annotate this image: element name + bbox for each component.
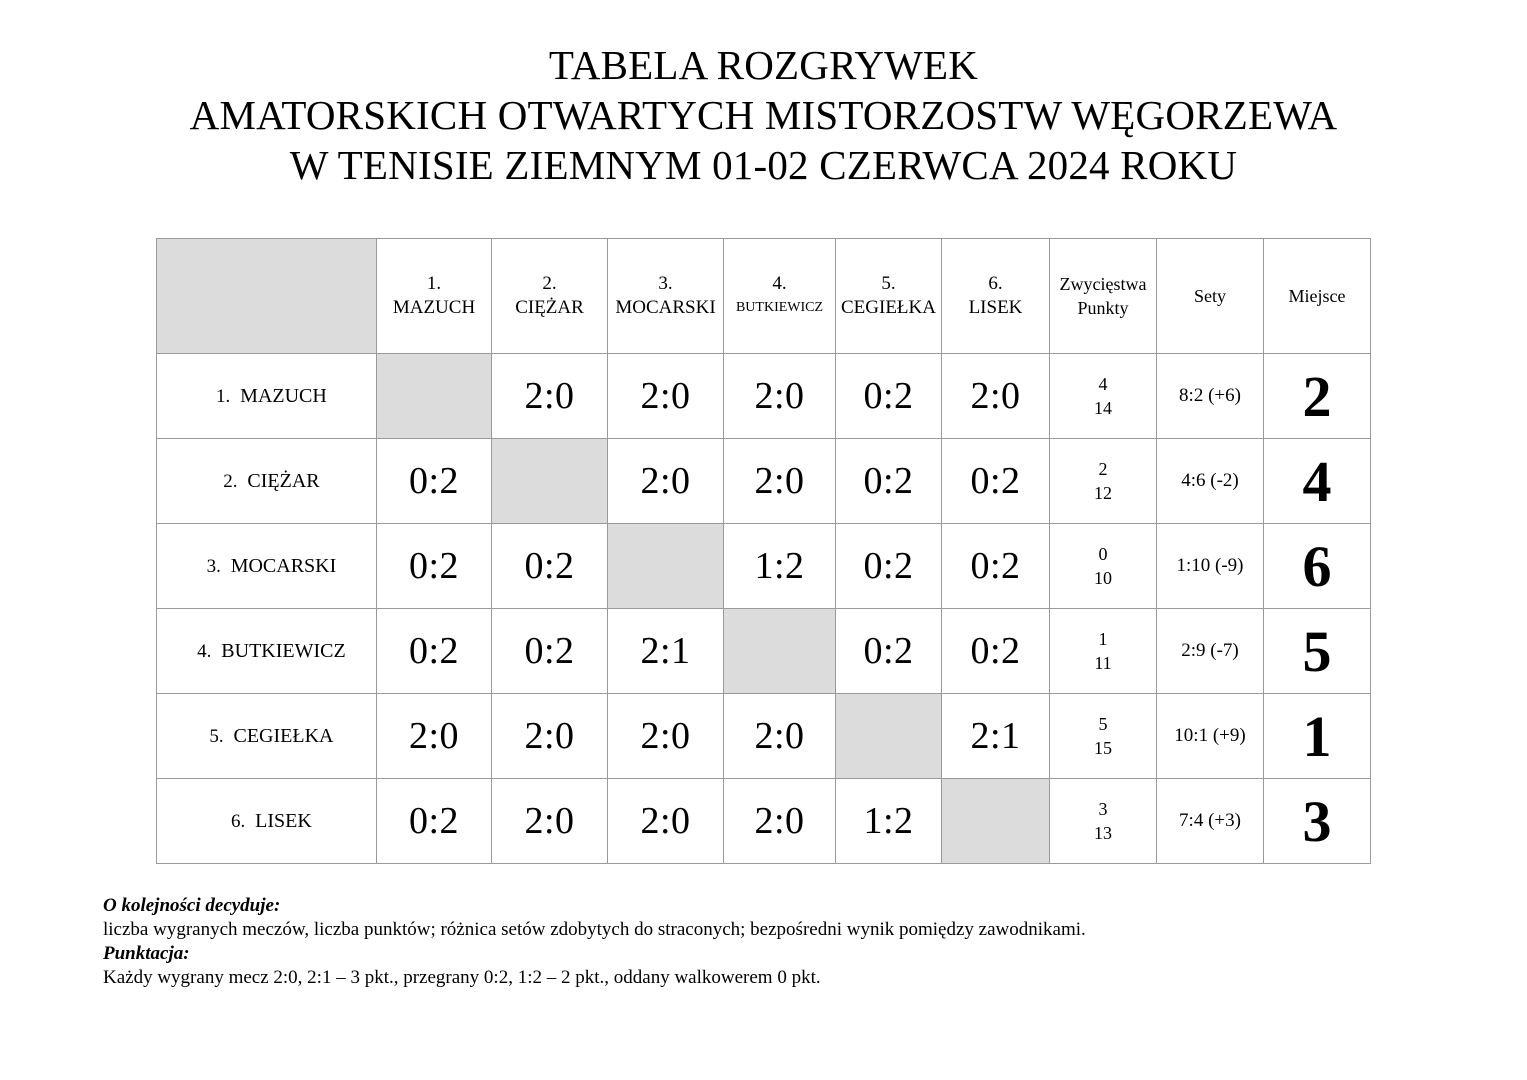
column-header-1 [377,239,492,354]
wins-points-cell [1050,609,1157,694]
place-header: Miejsce [1264,239,1371,354]
score-cell: 0:2 [942,439,1050,524]
table-row [157,524,1371,609]
score-cell: 2:0 [608,779,724,864]
wins-points-cell [1050,524,1157,609]
score-cell: 2:1 [942,694,1050,779]
player-name: CIĘŻAR [247,469,320,492]
points-value: 14 [1094,398,1112,418]
player-name-cell [157,439,377,524]
score-cell: 0:2 [942,609,1050,694]
wins-points-cell [1050,439,1157,524]
player-number: 2. [223,470,238,492]
place-cell: 1 [1264,694,1371,779]
place-cell: 6 [1264,524,1371,609]
sets-cell: 8:2 (+6) [1157,354,1264,439]
column-header-num: 1. [426,273,442,294]
player-name-cell [157,694,377,779]
points-value: 12 [1094,483,1112,503]
diagonal-cell [836,694,942,779]
score-cell: 0:2 [377,779,492,864]
player-name-cell [157,779,377,864]
place-cell: 2 [1264,354,1371,439]
score-cell: 2:1 [608,609,724,694]
column-header-name: LISEK [968,297,1023,318]
score-cell: 1:2 [724,524,836,609]
table-row [157,354,1371,439]
title-line-2: AMATORSKICH OTWARTYCH MISTORZOSTW WĘGORZEWA [189,92,1338,138]
wins-value: 4 [1098,374,1108,394]
score-cell: 1:2 [836,779,942,864]
order-heading: O kolejności decyduje: [103,895,281,916]
table-row [157,439,1371,524]
column-header-name: MOCARSKI [615,297,716,318]
wins-value: 1 [1098,629,1108,649]
points-value: 15 [1094,738,1112,758]
column-header-num: 4. [772,273,787,294]
order-text: liczba wygranych meczów, liczba punktów; różnica setów zdobytych do straconych; bezpośredni wynik pomiędzy zawodnikami. [103,919,1086,940]
score-cell: 0:2 [836,524,942,609]
score-cell: 0:2 [377,609,492,694]
score-cell: 2:0 [942,354,1050,439]
column-header-num: 3. [658,273,673,294]
diagonal-cell [724,609,836,694]
column-header-5 [836,239,942,354]
column-header-name: BUTKIEWICZ [735,300,824,315]
diagonal-cell [492,439,608,524]
wins-value: 2 [1098,459,1108,479]
column-header-name: MAZUCH [392,297,476,318]
corner-cell [157,239,377,354]
score-cell: 2:0 [492,354,608,439]
player-number: 5. [209,725,224,747]
page-title [0,40,1527,190]
sets-cell: 10:1 (+9) [1157,694,1264,779]
player-number: 4. [197,640,212,662]
points-value: 11 [1094,653,1112,673]
score-cell: 0:2 [836,609,942,694]
place-cell: 3 [1264,779,1371,864]
score-cell: 2:0 [724,439,836,524]
wins-value: 3 [1098,799,1108,819]
wins-header: Zwycięstwa [1059,274,1147,294]
wins-points-cell [1050,779,1157,864]
wins-points-header [1050,239,1157,354]
place-cell: 5 [1264,609,1371,694]
sets-cell: 4:6 (-2) [1157,439,1264,524]
score-cell: 2:0 [608,694,724,779]
place-cell: 4 [1264,439,1371,524]
player-name: CEGIEŁKA [233,724,334,747]
score-cell: 0:2 [942,524,1050,609]
player-number: 3. [206,555,221,577]
wins-points-cell [1050,694,1157,779]
column-header-name: CIĘŻAR [515,297,584,318]
column-header-4 [724,239,836,354]
sets-cell: 7:4 (+3) [1157,779,1264,864]
diagonal-cell [377,354,492,439]
score-cell: 2:0 [492,694,608,779]
score-cell: 2:0 [492,779,608,864]
column-header-6 [942,239,1050,354]
table-row [157,694,1371,779]
player-number: 6. [231,810,246,832]
column-header-num: 6. [988,273,1003,294]
column-header-3 [608,239,724,354]
score-cell: 0:2 [836,439,942,524]
score-cell: 2:0 [724,779,836,864]
score-cell: 0:2 [836,354,942,439]
score-cell: 2:0 [377,694,492,779]
table-row [157,779,1371,864]
scoring-text: Każdy wygrany mecz 2:0, 2:1 – 3 pkt., przegrany 0:2, 1:2 – 2 pkt., oddany walkowerem 0 pkt. [103,967,821,988]
wins-value: 0 [1098,544,1108,564]
score-cell: 2:0 [608,439,724,524]
score-cell: 0:2 [492,609,608,694]
player-name-cell [157,609,377,694]
table-header-row [157,239,1371,354]
points-value: 13 [1094,823,1112,843]
title-line-1: TABELA ROZGRYWEK [548,42,979,88]
column-header-num: 2. [542,273,557,294]
player-number: 1. [216,385,231,407]
player-name: BUTKIEWICZ [221,639,346,662]
score-cell: 0:2 [377,439,492,524]
wins-points-cell [1050,354,1157,439]
diagonal-cell [608,524,724,609]
table-row [157,609,1371,694]
column-header-2 [492,239,608,354]
player-name-cell [157,354,377,439]
player-name: MAZUCH [240,384,327,407]
score-cell: 0:2 [377,524,492,609]
sets-cell: 1:10 (-9) [1157,524,1264,609]
results-table [156,238,1371,864]
score-cell: 2:0 [608,354,724,439]
diagonal-cell [942,779,1050,864]
column-header-name: CEGIEŁKA [841,297,936,318]
player-name: MOCARSKI [230,554,337,577]
scoring-heading: Punktacja: [103,943,190,964]
points-value: 10 [1094,568,1112,588]
wins-value: 5 [1098,714,1108,734]
sets-cell: 2:9 (-7) [1157,609,1264,694]
score-cell: 2:0 [724,354,836,439]
title-line-3: W TENISIE ZIEMNYM 01-02 CZERWCA 2024 ROKU [289,142,1238,188]
player-name: LISEK [255,809,312,832]
score-cell: 2:0 [724,694,836,779]
points-header: Punkty [1077,298,1129,318]
rules-notes [103,894,1086,990]
player-name-cell [157,524,377,609]
column-header-num: 5. [881,273,896,294]
sets-header: Sety [1157,239,1264,354]
score-cell: 0:2 [492,524,608,609]
